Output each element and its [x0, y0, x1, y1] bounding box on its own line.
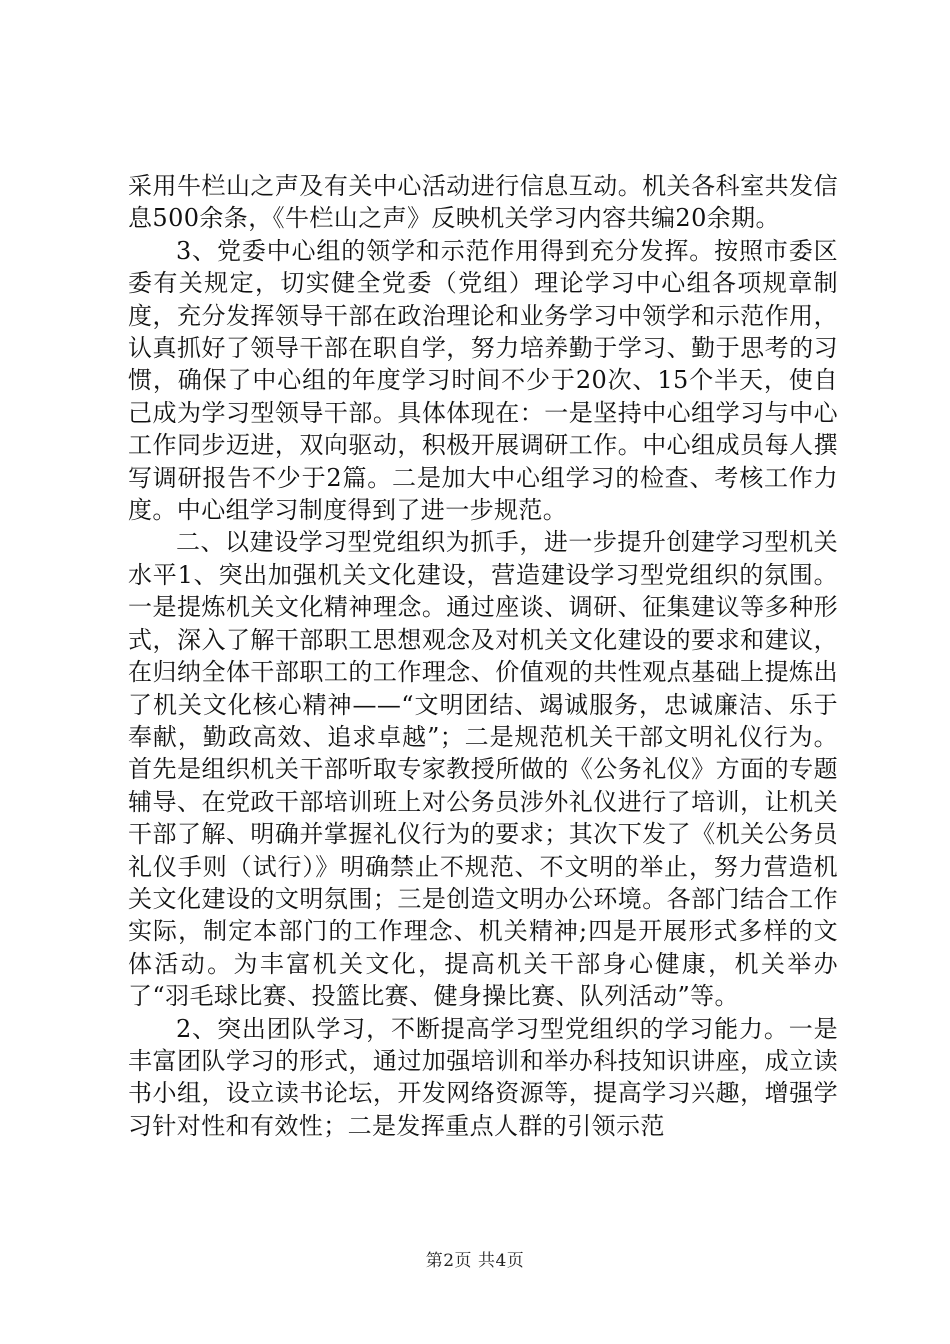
paragraph-learning-organization: 二、以建设学习型党组织为抓手，进一步提升创建学习型机关水平1、突出加强机关文化建设，营造建设学习型党组织的氛围。一是提炼机关文化精神理念。通过座谈、调研、征集建议等多种形式，深入了解干部职工思想观念及对机关文化建设的要求和建议，在归纳全体干部职工的工作理念、价值观的共性观点基础上提炼出了机关文化核心精神——“文明团结、竭诚服务，忠诚廉洁、乐于奉献，勤政高效、追求卓越”；二是规范机关干部文明礼仪行为。首先是组织机关干部听取专家教授所做的《公务礼仪》方面的专题辅导、在党政干部培训班上对公务员涉外礼仪进行了培训，让机关干部了解、明确并掌握礼仪行为的要求；其次下发了《机关公务员礼仪手则（试行）》明确禁止不规范、不文明的举止，努力营造机关文化建设的文明氛围；三是创造文明办公环境。各部门结合工作实际，制定本部门的工作理念、机关精神;四是开展形式多样的文体活动。为丰富机关文化，提高机关干部身心健康，机关举办了“羽毛球比赛、投篮比赛、健身操比赛、队列活动”等。 — [128, 528, 838, 1011]
paragraph-central-group: 3、党委中心组的领学和示范作用得到充分发挥。按照市委区委有关规定，切实健全党委（党组）理论学习中心组各项规章制度，充分发挥领导干部在政治理论和业务学习中领学和示范作用，认真抓好了领导干部在职自学，努力培养勤于学习、勤于思考的习惯，确保了中心组的年度学习时间不少于20次、15个半天，使自己成为学习型领导干部。具体体现在：一是坚持中心组学习与中心工作同步迈进，双向驱动，积极开展调研工作。中心组成员每人撰写调研报告不少于2篇。二是加大中心组学习的检查、考核工作力度。中心组学习制度得到了进一步规范。 — [128, 236, 838, 525]
page-number-footer: 第2页 共4页 — [425, 1251, 525, 1271]
paragraph-continuation: 采用牛栏山之声及有关中心活动进行信息互动。机关各科室共发信息500余条，《牛栏山之声》反映机关学习内容共编20余期。 — [128, 172, 838, 233]
paragraph-team-learning: 2、突出团队学习，不断提高学习型党组织的学习能力。一是丰富团队学习的形式，通过加强培训和举办科技知识讲座，成立读书小组，设立读书论坛，开发网络资源等，提高学习兴趣，增强学习针对性和有效性；二是发挥重点人群的引领示范 — [128, 1014, 838, 1140]
document-body — [128, 170, 838, 1142]
